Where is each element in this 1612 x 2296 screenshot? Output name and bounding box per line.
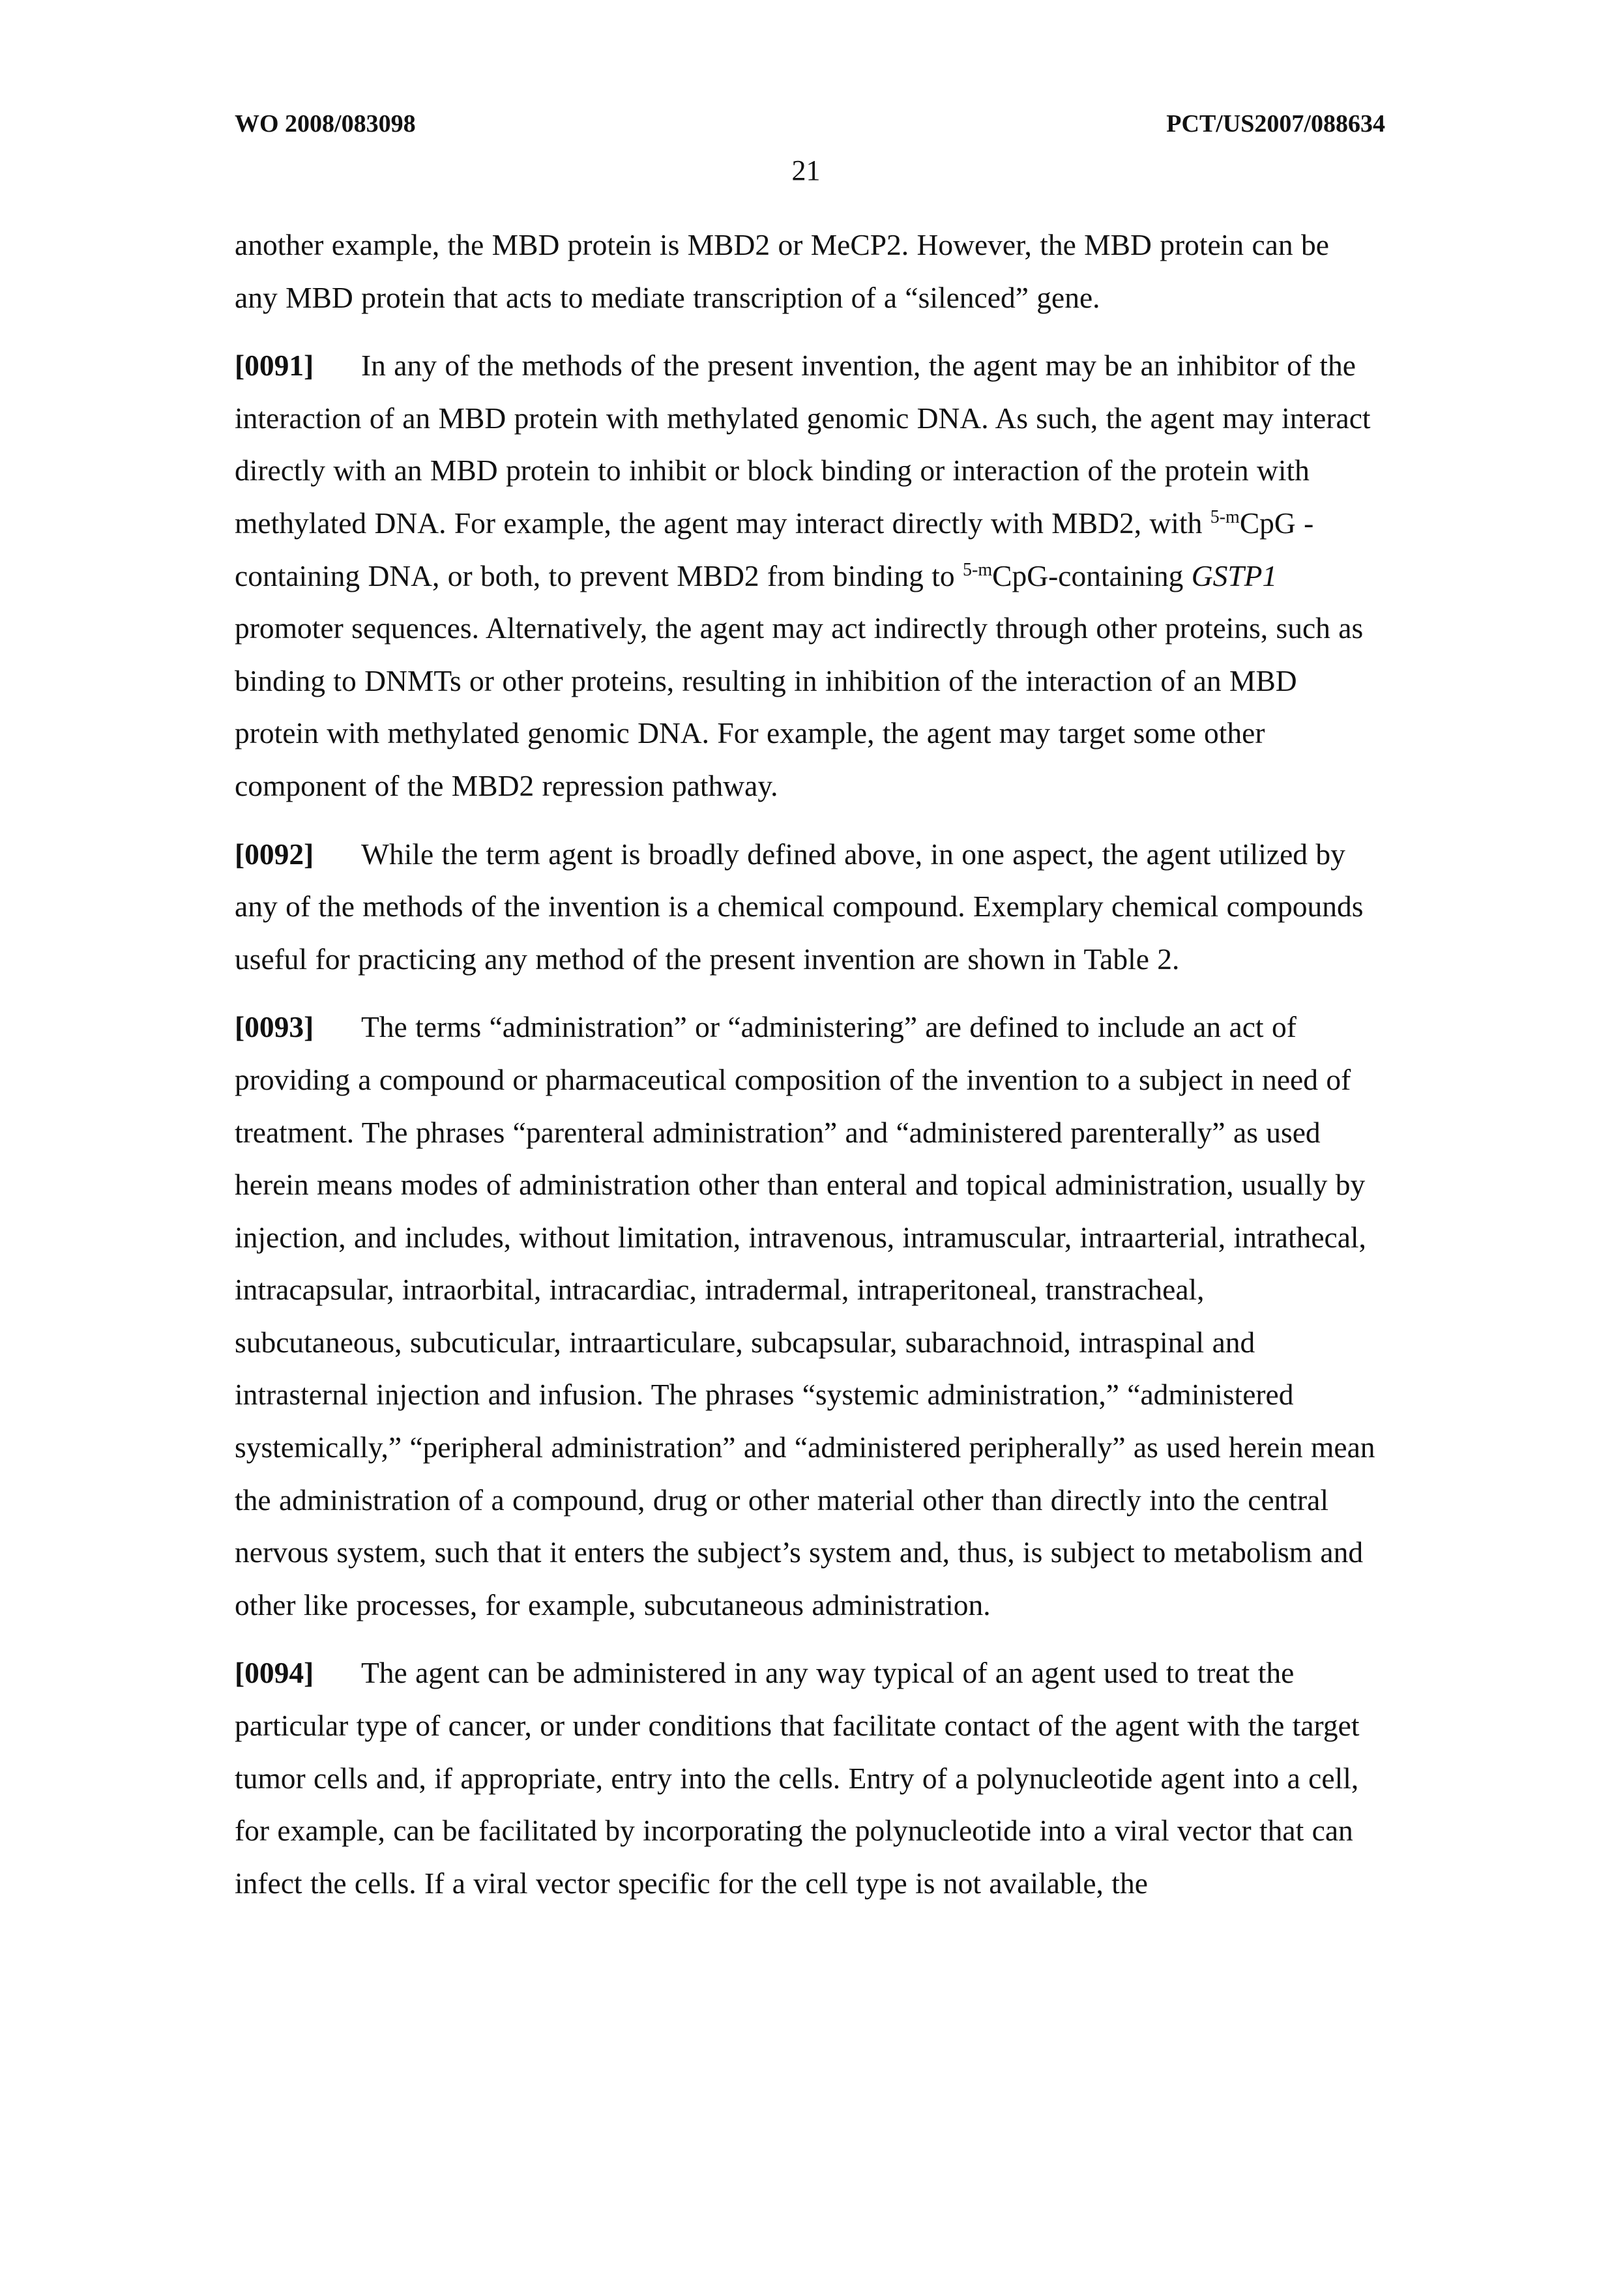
paragraph-number: [0092] bbox=[235, 837, 314, 871]
paragraph-0093 bbox=[235, 1001, 1377, 1631]
paragraph-text: The terms “administration” or “administering” are defined to include an act of providing a compound or pharmaceutical composition of the invention to a subject in need of treatment. The phrases “parenteral administration” and “administered parenterally” as used herein means modes of administration other than enteral and topical administration, usually by injection, and includes, without limitation, intravenous, intramuscular, intraarterial, intrathecal, intracapsular, intraorbital, intracardiac, intradermal, intraperitoneal, transtracheal, subcutaneous, subcuticular, intraarticulare, subcapsular, subarachnoid, intraspinal and intrasternal injection and infusion. The phrases “systemic administration,” “administered systemically,” “peripheral administration” and “administered peripherally” as used herein mean the administration of a compound, drug or other material other than directly into the central nervous system, such that it enters the subject’s system and, thus, is subject to metabolism and other like processes, for example, subcutaneous administration. bbox=[235, 1010, 1375, 1621]
paragraph-text: another example, the MBD protein is MBD2 or MeCP2. However, the MBD protein can be any MBD protein that acts to mediate transcription of a “silenced” gene. bbox=[235, 228, 1329, 314]
application-number: PCT/US2007/088634 bbox=[1166, 110, 1385, 138]
paragraph-text: In any of the methods of the present invention, the agent may be an inhibitor of the interaction of an MBD protein with methylated genomic DNA. As such, the agent may interact directly with an MBD protein to inhibit or block binding or interaction of the protein with methylated DNA. For example, the agent may interact directly with MBD2, with bbox=[235, 349, 1371, 540]
paragraph-0092 bbox=[235, 828, 1377, 986]
gene-name: GSTP1 bbox=[1191, 559, 1278, 592]
document-body bbox=[235, 219, 1377, 1925]
page-header bbox=[235, 109, 1385, 149]
page-number: 21 bbox=[791, 154, 821, 186]
paragraph-number: [0091] bbox=[235, 349, 314, 383]
paragraph-text: promoter sequences. Alternatively, the agent may act indirectly through other proteins, such as binding to DNMTs or other proteins, resulting in inhibition of the interaction of an MBD protein with methylated genomic DNA. For example, the agent may target some other component of the MBD2 repression pathway. bbox=[235, 611, 1364, 802]
paragraph-number: [0093] bbox=[235, 1010, 314, 1044]
paragraph-text: While the term agent is broadly defined above, in one aspect, the agent utilized by any of the methods of the invention is a chemical compound. Exemplary chemical compounds useful for practicing any method of the present invention are shown in Table 2. bbox=[235, 837, 1364, 976]
paragraph-number: [0094] bbox=[235, 1656, 314, 1690]
superscript: 5-m bbox=[1210, 506, 1240, 527]
paragraph-0094 bbox=[235, 1647, 1377, 1910]
paragraph-text: The agent can be administered in any way typical of an agent used to treat the particular type of cancer, or under conditions that facilitate contact of the agent with the target tumor cells and, if appropriate, entry into the cells. Entry of a polynucleotide agent into a cell, for example, can be facilitated by incorporating the polynucleotide into a viral vector that can infect the cells. If a viral vector specific for the cell type is not available, the bbox=[235, 1656, 1360, 1900]
publication-number: WO 2008/083098 bbox=[235, 110, 416, 138]
superscript: 5-m bbox=[963, 559, 993, 580]
paragraph-text: CpG -containing DNA, or both, to prevent MBD2 from binding to bbox=[235, 506, 1314, 592]
paragraph-0091 bbox=[235, 340, 1377, 812]
paragraph-text: CpG-containing bbox=[992, 559, 1192, 592]
paragraph-continuation bbox=[235, 219, 1377, 324]
